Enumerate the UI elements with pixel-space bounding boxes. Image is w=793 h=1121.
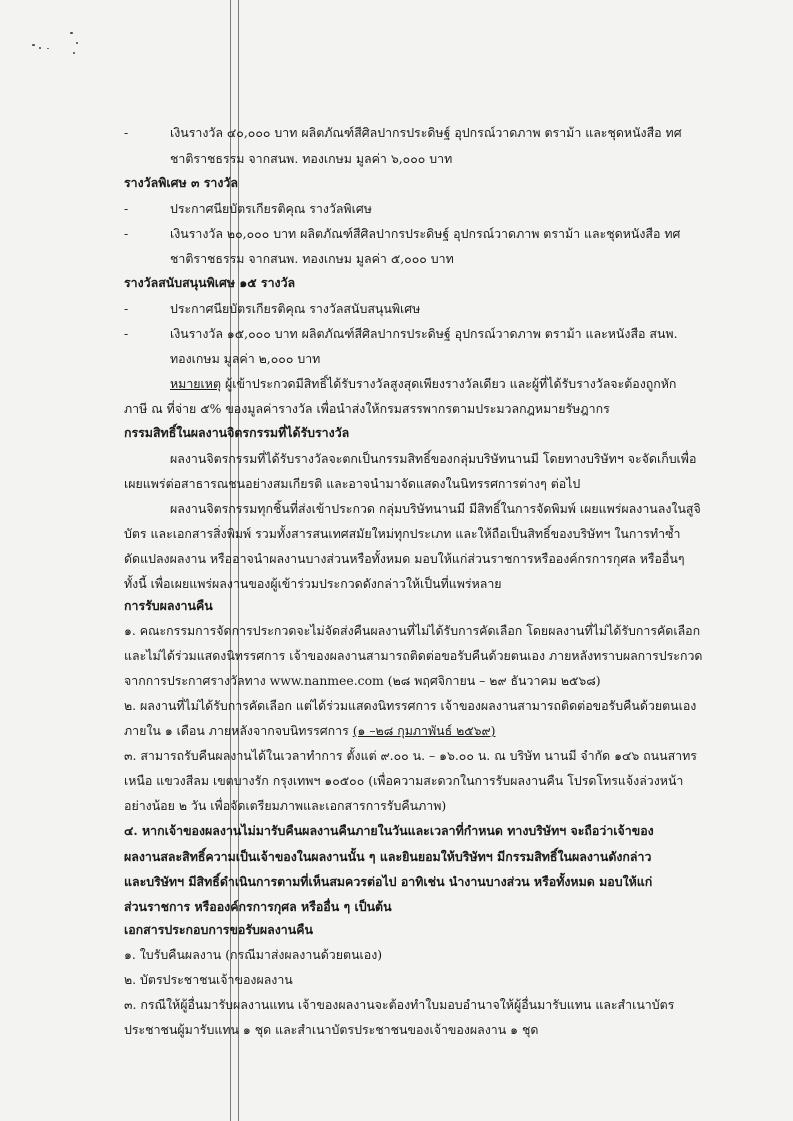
text-line: ชาติราชธรรม จากสนพ. ทองเกษม มูลค่า ๕,๐๐๐ บาท [170, 251, 454, 266]
note-line [170, 376, 676, 392]
text-line: ๔. หากเจ้าของผลงานไม่มารับคืนผลงานคืนภายในวันและเวลาที่กำหนด ทางบริษัทฯ จะถือว่าเจ้าของ [124, 823, 654, 838]
text-line: และบริษัทฯ มีสิทธิ์ดำเนินการตามที่เห็นสมควรต่อไป อาทิเช่น นำงานบางส่วน หรือทั้งหมด มอบให้แก่ [124, 874, 653, 889]
text-line: ผลงานจิตรกรรมที่ได้รับรางวัลจะตกเป็นกรรมสิทธิ์ของกลุ่มบริษัทนานมี โดยทางบริษัทฯ จะจัดเก็บเพื่อ [170, 451, 697, 466]
text-line: และไม่ได้ร่วมแสดงนิทรรศการ เจ้าของผลงานสามารถติดต่อขอรับคืนด้วยตนเอง ภายหลังทราบผลการประกวด [124, 648, 703, 663]
text-line: ผลงานจิตรกรรมทุกชิ้นที่ส่งเข้าประกวด กลุ่มบริษัทนานมี มีสิทธิ์ในการจัดพิมพ์ เผยแพร่ผลงานลงในสูจิ [170, 501, 701, 516]
text-line: ภาษี ณ ที่จ่าย ๕% ของมูลค่ารางวัล เพื่อนำส่งให้กรมสรรพากรตามประมวลกฎหมายรัษฎากร [124, 401, 610, 416]
section-heading: รางวัลสนับสนุนพิเศษ ๑๕ รางวัล [124, 275, 296, 290]
text-line: บัตร และเอกสารสิ่งพิมพ์ รวมทั้งสารสนเทศสมัยใหม่ทุกประเภท และให้ถือเป็นสิทธิ์ของบริษัทฯ ในการทำซ้ำ [124, 526, 681, 541]
text-line: เผยแพร่ต่อสาธารณชนอย่างสมเกียรติ และอาจนำมาจัดแสดงในนิทรรศการต่างๆ ต่อไป [124, 476, 581, 491]
text-line: เงินรางวัล ๒๐,๐๐๐ บาท ผลิตภัณฑ์สีศิลปากรประดิษฐ์ อุปกรณ์วาดภาพ ตราม้า และชุดหนังสือ ทศ [170, 226, 681, 241]
note-label: หมายเหตุ [170, 376, 222, 391]
text-line: ๓. กรณีให้ผู้อื่นมารับผลงานแทน เจ้าของผลงานจะต้องทำใบมอบอำนาจให้ผู้อื่นมารับแทน และสำเนาบัตร [124, 997, 675, 1012]
note-text: ผู้เข้าประกวดมีสิทธิ์ได้รับรางวัลสูงสุดเพียงรางวัลเดียว และผู้ที่ได้รับรางวัลจะต้องถูกหัก [224, 376, 677, 391]
text-line: จากการประกาศรางวัลทาง www.nanmee.com (๒๘ พฤศจิกายน – ๒๙ ธันวาคม ๒๕๖๘) [124, 673, 601, 688]
section-heading: รางวัลพิเศษ ๓ รางวัล [124, 175, 238, 190]
text-line: ประชาชนผู้มารับแทน ๑ ชุด และสำเนาบัตรประชาชนของเจ้าของผลงาน ๑ ชุด [124, 1022, 539, 1037]
text-line: ทั้งนี้ เพื่อเผยแพร่ผลงานของผู้เข้าร่วมประกวดดังกล่าวให้เป็นที่แพร่หลาย [124, 576, 502, 591]
bullet-dash: - [124, 201, 129, 216]
bullet-dash: - [124, 125, 129, 140]
text-line: ส่วนราชการ หรือองค์กรการกุศล หรืออื่น ๆ เป็นต้น [124, 899, 392, 914]
section-heading: การรับผลงานคืน [124, 598, 213, 613]
text-line: ดัดแปลงผลงาน หรืออาจนำผลงานบางส่วนหรือทั้งหมด มอบให้แก่ส่วนราชการหรือองค์กรการกุศล หรืออื่นๆ [124, 551, 685, 566]
text-line: ประกาศนียบัตรเกียรติคุณ รางวัลพิเศษ [170, 201, 372, 216]
return-period-text: ภายใน ๑ เดือน ภายหลังจากจบนิทรรศการ [124, 723, 349, 738]
text-line: เงินรางวัล ๑๕,๐๐๐ บาท ผลิตภัณฑ์สีศิลปากรประดิษฐ์ อุปกรณ์วาดภาพ ตราม้า และหนังสือ สนพ. [170, 326, 678, 341]
scan-specks [30, 30, 90, 60]
text-line [124, 723, 495, 739]
return-period-dates: (๑ –๒๘ กุมภาพันธ์ ๒๕๖๙) [352, 723, 496, 738]
bullet-dash: - [124, 226, 129, 241]
text-line: ๓. สามารถรับคืนผลงานได้ในเวลาทำการ ตั้งแต่ ๙.๐๐ น. – ๑๖.๐๐ น. ณ บริษัท นานมี จำกัด ๑๔๖ ถนนสาทร [124, 748, 697, 763]
text-line: ทองเกษม มูลค่า ๒,๐๐๐ บาท [170, 351, 321, 366]
text-line: ๒. ผลงานที่ไม่ได้รับการคัดเลือก แต่ได้ร่วมแสดงนิทรรศการ เจ้าของผลงานสามารถติดต่อขอรับคืนด้วยตนเอง [124, 698, 697, 713]
text-line: ๑. คณะกรรมการจัดการประกวดจะไม่จัดส่งคืนผลงานที่ไม่ได้รับการคัดเลือก โดยผลงานที่ไม่ได้รับการคัดเลือก [124, 623, 701, 638]
text-line: เงินรางวัล ๔๐,๐๐๐ บาท ผลิตภัณฑ์สีศิลปากรประดิษฐ์ อุปกรณ์วาดภาพ ตราม้า และชุดหนังสือ ทศ [170, 125, 682, 140]
bullet-dash: - [124, 326, 129, 341]
text-line: ประกาศนียบัตรเกียรติคุณ รางวัลสนับสนุนพิเศษ [170, 301, 421, 316]
text-line: ผลงานสละสิทธิ์ความเป็นเจ้าของในผลงานนั้น ๆ และยินยอมให้บริษัทฯ มีกรรมสิทธิ์ในผลงานดังกล่าว [124, 849, 652, 864]
text-line: ๑. ใบรับคืนผลงาน (กรณีมาส่งผลงานด้วยตนเอง) [124, 947, 383, 962]
text-line: ชาติราชธรรม จากสนพ. ทองเกษม มูลค่า ๖,๐๐๐ บาท [170, 151, 453, 166]
section-heading: เอกสารประกอบการขอรับผลงานคืน [124, 922, 313, 937]
text-line: เหนือ แขวงสีลม เขตบางรัก กรุงเทพฯ ๑๐๕๐๐ (เพื่อความสะดวกในการรับผลงานคืน โปรดโทรแจ้งล่วงหน้า [124, 773, 684, 788]
text-line: ๒. บัตรประชาชนเจ้าของผลงาน [124, 972, 293, 987]
text-line: อย่างน้อย ๒ วัน เพื่อจัดเตรียมภาพและเอกสารการรับคืนภาพ) [124, 798, 447, 813]
bullet-dash: - [124, 301, 129, 316]
section-heading: กรรมสิทธิ์ในผลงานจิตรกรรมที่ได้รับรางวัล [124, 425, 350, 440]
